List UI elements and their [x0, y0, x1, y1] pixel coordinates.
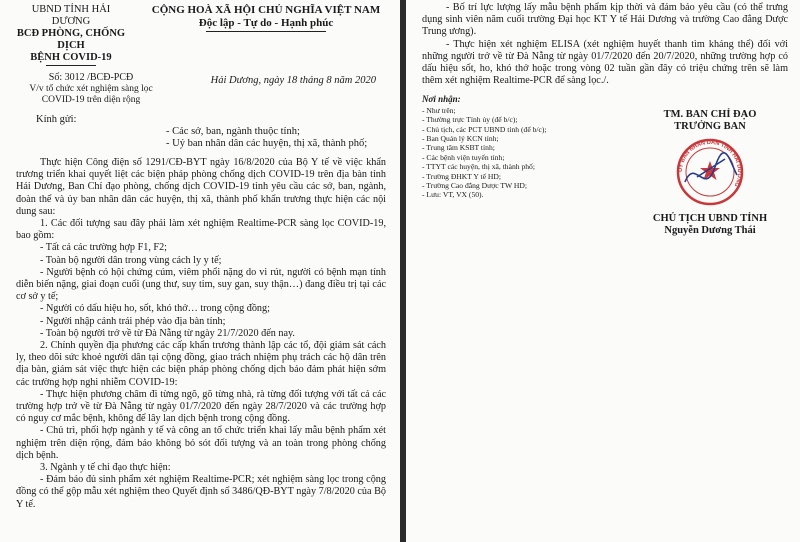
- body-paragraph: - Thực hiện xét nghiệm ELISA (xét nghiệm huyết thanh tìm kháng thể) đối với những người trở về từ Đà Nẵng từ ngày 01/7/2020 đến 20/7/2020, những trường hợp có dấu hiệu sốt, ho, khó thở hoặc trong vòng 02 tuần gần đây có triệu chứng trên sẽ làm thêm xét nghiệm Realtime-PCR để sàng lọc./.: [422, 38, 788, 87]
- distribution-item: - Chủ tịch, các PCT UBND tỉnh (để b/c);: [422, 124, 547, 134]
- document-footer: [422, 95, 788, 237]
- seal-stamp-icon: [675, 137, 745, 207]
- document-header: [16, 4, 386, 66]
- body-paragraph: - Người có dấu hiệu ho, sốt, khó thở… trong cộng đồng;: [40, 303, 270, 315]
- subject-line-2: COVID-19 trên diện rộng: [41, 95, 141, 105]
- distribution-item: - Trường Cao đẳng Dược TW HD;: [422, 181, 527, 191]
- national-motto: Độc lập - Tự do - Hạnh phúc: [198, 17, 334, 29]
- body-paragraph: 3. Ngành y tế chỉ đạo thực hiện:: [40, 462, 171, 474]
- nation-name: CỘNG HOÀ XÃ HỘI CHỦ NGHĨA VIỆT NAM: [151, 4, 381, 16]
- distribution-item: - Thường trực Tỉnh ủy (để b/c);: [422, 115, 518, 125]
- body-paragraph: - Tất cả các trường hợp F1, F2;: [40, 242, 168, 254]
- signer-name: Nguyễn Dương Thái: [664, 225, 756, 237]
- kinh-gui-label: Kính gửi:: [36, 114, 77, 125]
- document-body-continued: [422, 2, 788, 87]
- signer-role-1: TM. BAN CHỈ ĐẠO: [663, 109, 757, 121]
- distribution-item: - Lưu: VT, VX (50).: [422, 190, 484, 200]
- document-meta: [16, 72, 386, 106]
- body-paragraph: Thực hiện Công điện số 1291/CĐ-BYT ngày 16/8/2020 của Bộ Y tế về việc khẩn trương triển khai quyết liệt các biện pháp phòng chống dịch COVID-19 trên địa bàn tỉnh Hải Dương, Ban Chỉ đạo phòng, chống dịch COVID-19 tỉnh yêu cầu các sở, ban, ngành, đoàn thể và ủy ban nhân dân các huyện, thị xã, thành phố khẩn trương thực hiện các nội dung sau:: [16, 157, 386, 217]
- body-paragraph: - Người nhập cảnh trái phép vào địa bàn tỉnh;: [40, 315, 226, 327]
- document-page-2: [406, 0, 800, 542]
- agency-line-3: BỆNH COVID-19: [30, 52, 112, 63]
- body-paragraph: - Đảm bảo đủ sinh phẩm xét nghiệm Realtime-PCR; xét nghiệm sàng lọc trong cộng đồng có thể gộp mẫu xét nghiệm theo Quyết định số 3486/QĐ-BYT ngày 7/8/2020 của Bộ Y tế.: [16, 474, 386, 510]
- body-paragraph: 2. Chính quyền địa phương các cấp khẩn trương thành lập các tổ, đội giám sát cách ly, theo dõi sức khoẻ người dân tại cộng đồng, giao trách nhiệm phụ trách các hộ dân trên địa bàn, giám sát việc thực hiện các biện pháp phòng chống dịch bảo đảm phát hiện sớm các trường hợp nghi nhiễm COVID-19:: [16, 340, 386, 388]
- recipient-item: - Uỷ ban nhân dân các huyện, thị xã, thành phố;: [166, 138, 368, 149]
- distribution-item: - TTYT các huyện, thị xã, thành phố;: [422, 162, 535, 172]
- national-title: [146, 4, 386, 66]
- signature-block: [632, 109, 788, 237]
- distribution-list: [422, 95, 632, 237]
- document-number: Số: 3012 /BCĐ-PCĐ: [48, 72, 134, 83]
- signer-position: CHỦ TỊCH UBND TỈNH: [652, 213, 768, 225]
- document-reference: [16, 72, 166, 106]
- document-date: Hải Dương, ngày 18 tháng 8 năm 2020: [210, 75, 376, 86]
- distribution-item: - Trung tâm KSBT tỉnh;: [422, 143, 495, 153]
- agency-line-1: UBND TỈNH HẢI DƯƠNG: [31, 4, 111, 27]
- body-paragraph: - Chủ trì, phối hợp ngành y tế và công an tổ chức triển khai lấy mẫu bệnh phẩm xét nghiệm trên diện rộng, đảm bảo không bỏ sót đối tượng và an toàn trong phòng chống dịch bệnh.: [16, 425, 386, 461]
- agency-line-2: BCĐ PHÒNG, CHỐNG DỊCH: [16, 28, 126, 51]
- subject-line-1: V/v tổ chức xét nghiệm sàng lọc: [29, 84, 153, 94]
- body-paragraph: 1. Các đối tượng sau đây phải làm xét nghiệm Realtime-PCR sàng lọc COVID-19, bao gồm:: [16, 218, 386, 242]
- handwritten-signature: [685, 153, 737, 182]
- distribution-item: - Trường ĐHKT Y tế HD;: [422, 171, 501, 181]
- official-seal: [675, 137, 745, 207]
- distribution-item: - Các bệnh viện tuyến tỉnh;: [422, 152, 505, 162]
- body-paragraph: - Toàn bộ người trở về từ Đà Nẵng từ ngày 21/7/2020 đến nay.: [40, 327, 295, 339]
- distribution-item: - Ban Quản lý KCN tỉnh;: [422, 134, 499, 144]
- distribution-item: - Như trên;: [422, 105, 456, 115]
- signer-role-2: TRƯỞNG BAN: [674, 121, 746, 133]
- body-paragraph: - Bố trí lực lượng lấy mẫu bệnh phẩm kịp thời và đảm bảo yêu cầu (có thể trưng dụng sinh viên năm cuối trường Đại học KT Y tế Hải Dương và trường Cao đẳng Dược Trung ương).: [422, 2, 788, 38]
- document-body: [16, 157, 386, 511]
- issuing-agency: [16, 4, 126, 66]
- body-paragraph: - Toàn bộ người dân trong vùng cách ly y tế;: [40, 254, 222, 266]
- recipient-item: - Các sở, ban, ngành thuộc tỉnh;: [166, 126, 300, 137]
- body-paragraph: - Người bệnh có hội chứng cúm, viêm phổi nặng do vi rút, người có bệnh mạn tính diễn biến nặng, giai đoạn cuối (ung thư, suy tim, suy gan, suy thận…) đang điều trị tại các cơ sở y tế;: [16, 266, 386, 303]
- distribution-label: Nơi nhận:: [422, 94, 461, 105]
- agency-underline: [46, 65, 96, 66]
- body-paragraph: - Thực hiện phương châm đi từng ngõ, gõ từng nhà, rà từng đối tượng với tất cả các trường hợp trở về từ Đà Nẵng từ ngày 01/7/2020 đến ngày 28/7/2020 và các trường hợp có nguy cơ mắc bệnh, không để lây lan dịch bệnh trong cộng đồng.: [16, 388, 386, 425]
- motto-underline: [206, 31, 326, 32]
- recipient-list: [166, 126, 386, 150]
- seal-text: UỶ BAN NHÂN DÂN TỈNH HẢI DƯƠNG: [677, 140, 743, 188]
